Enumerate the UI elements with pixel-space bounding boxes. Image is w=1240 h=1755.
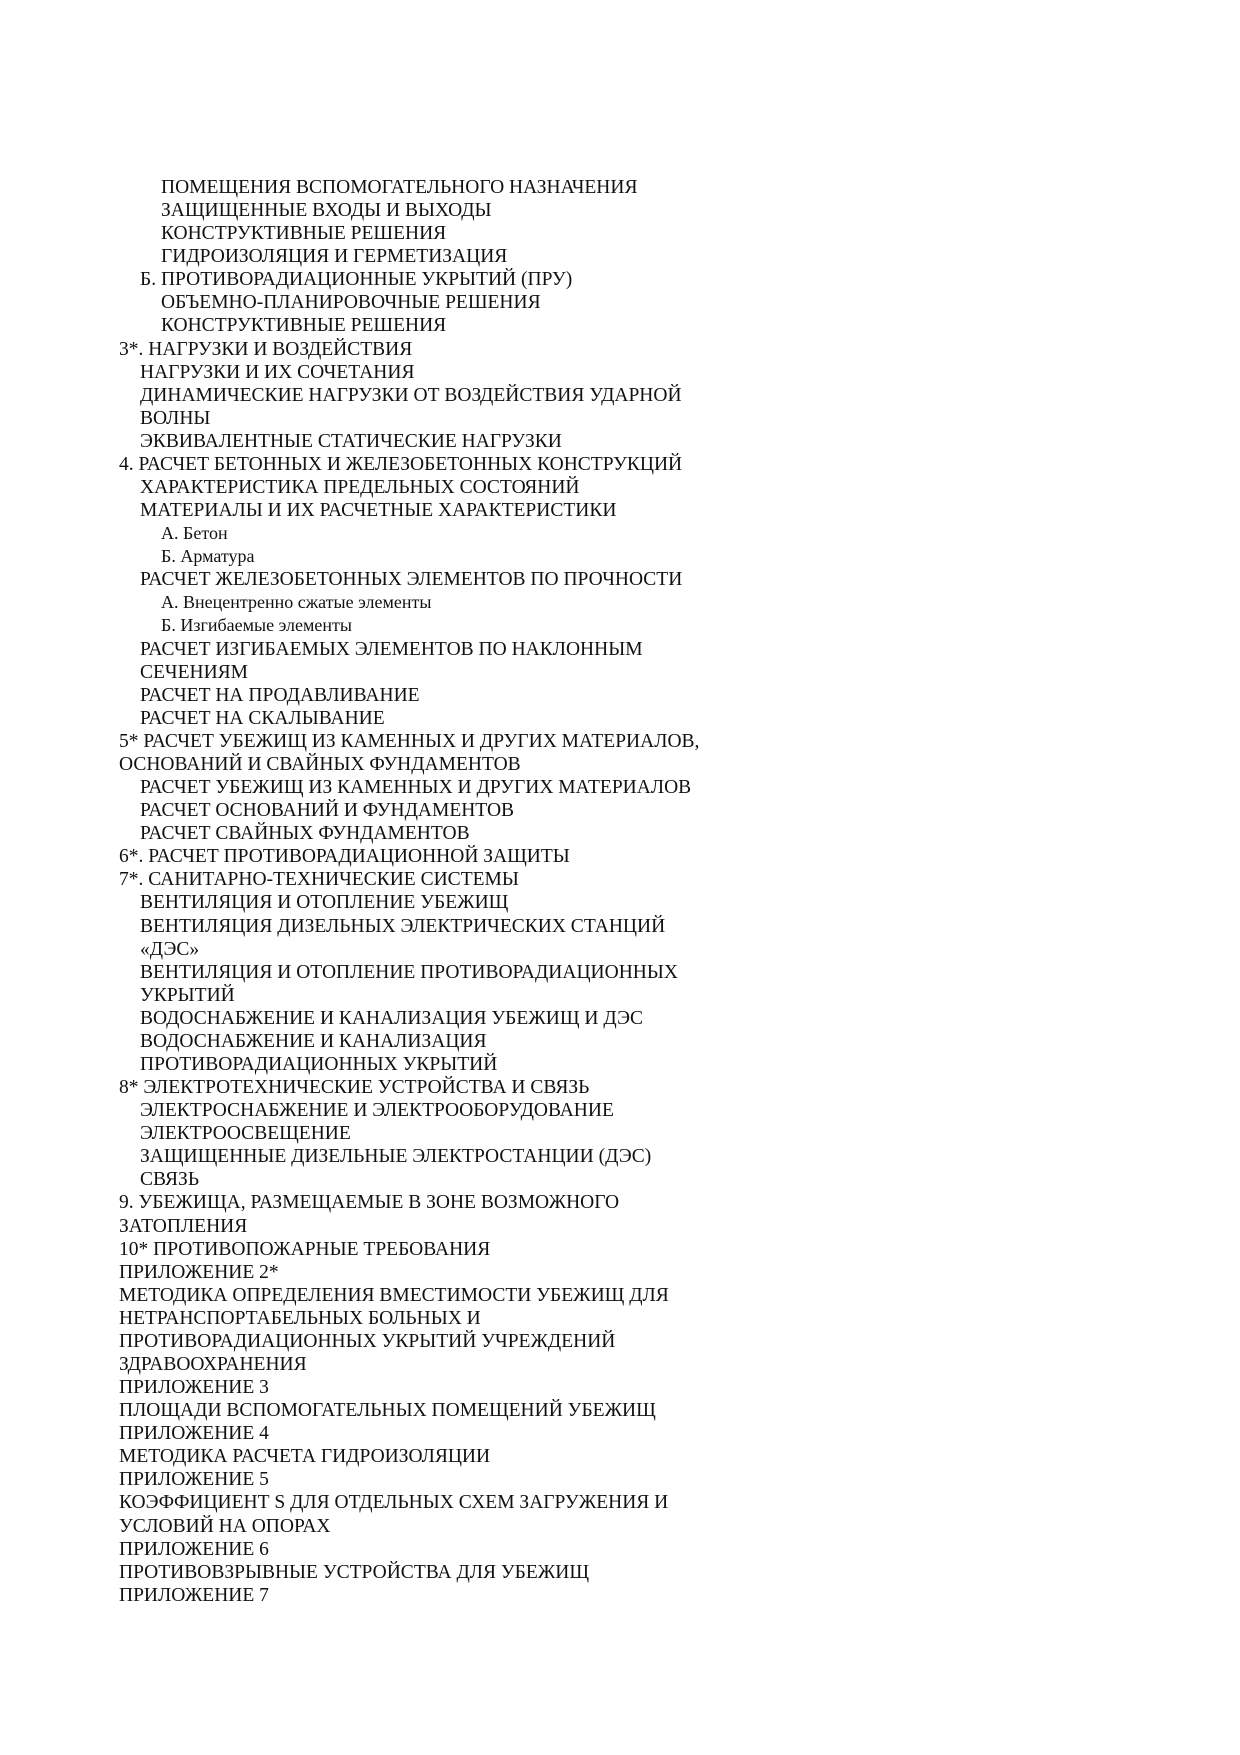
toc-entry: ВЕНТИЛЯЦИЯ ДИЗЕЛЬНЫХ ЭЛЕКТРИЧЕСКИХ СТАНЦИЙ [140,915,666,937]
toc-entry: РАСЧЕТ ОСНОВАНИЙ И ФУНДАМЕНТОВ [140,800,515,822]
toc-entry: ОБЪЕМНО-ПЛАНИРОВОЧНЫЕ РЕШЕНИЯ [161,292,541,314]
toc-entry: ПОМЕЩЕНИЯ ВСПОМОГАТЕЛЬНОГО НАЗНАЧЕНИЯ [161,177,638,198]
toc-entry: ВОДОСНАБЖЕНИЕ И КАНАЛИЗАЦИЯ [140,1030,487,1052]
toc-entry: РАСЧЕТ СВАЙНЫХ ФУНДАМЕНТОВ [140,823,470,845]
toc-entry: ПЛОЩАДИ ВСПОМОГАТЕЛЬНЫХ ПОМЕЩЕНИЙ УБЕЖИЩ [119,1400,656,1422]
toc-entry: УКРЫТИЙ [140,984,235,1006]
toc-entry: ВЕНТИЛЯЦИЯ И ОТОПЛЕНИЕ ПРОТИВОРАДИАЦИОННЫХ [140,961,678,983]
toc-entry: «ДЭС» [140,938,200,960]
toc-entry: ВЕНТИЛЯЦИЯ И ОТОПЛЕНИЕ УБЕЖИЩ [140,892,509,914]
toc-entry: КОНСТРУКТИВНЫЕ РЕШЕНИЯ [161,315,447,337]
toc-entry: А. Бетон [161,523,228,544]
toc-entry: ПРИЛОЖЕНИЕ 2* [119,1261,279,1283]
toc-entry: ЗДРАВООХРАНЕНИЯ [119,1353,307,1375]
toc-entry: Б. ПРОТИВОРАДИАЦИОННЫЕ УКРЫТИЙ (ПРУ) [140,269,573,291]
toc-entry: 5* РАСЧЕТ УБЕЖИЩ ИЗ КАМЕННЫХ И ДРУГИХ МАТЕРИАЛОВ, [119,730,700,752]
toc-entry: ПРИЛОЖЕНИЕ 7 [119,1584,269,1606]
toc-entry: ЗАЩИЩЕННЫЕ ДИЗЕЛЬНЫЕ ЭЛЕКТРОСТАНЦИИ (ДЭС) [140,1146,652,1168]
toc-entry: Б. Изгибаемые элементы [161,615,352,636]
toc-entry: ВОЛНЫ [140,407,211,429]
toc-entry: РАСЧЕТ НА ПРОДАВЛИВАНИЕ [140,684,420,706]
toc-entry: ВОДОСНАБЖЕНИЕ И КАНАЛИЗАЦИЯ УБЕЖИЩ И ДЭС [140,1007,644,1029]
toc-entry: НЕТРАНСПОРТАБЕЛЬНЫХ БОЛЬНЫХ И [119,1307,481,1329]
toc-entry: РАСЧЕТ ИЗГИБАЕМЫХ ЭЛЕМЕНТОВ ПО НАКЛОННЫМ [140,638,643,660]
toc-entry: Б. Арматура [161,546,255,567]
toc-entry: 9. УБЕЖИЩА, РАЗМЕЩАЕМЫЕ В ЗОНЕ ВОЗМОЖНОГО [119,1192,620,1214]
toc-entry: ЭКВИВАЛЕНТНЫЕ СТАТИЧЕСКИЕ НАГРУЗКИ [140,430,562,452]
toc-entry: 8* ЭЛЕКТРОТЕХНИЧЕСКИЕ УСТРОЙСТВА И СВЯЗЬ [119,1077,590,1099]
toc-entry: 3*. НАГРУЗКИ И ВОЗДЕЙСТВИЯ [119,338,413,360]
toc-entry: ГИДРОИЗОЛЯЦИЯ И ГЕРМЕТИЗАЦИЯ [161,246,508,268]
toc-entry: КОНСТРУКТИВНЫЕ РЕШЕНИЯ [161,223,447,245]
toc-entry: 10* ПРОТИВОПОЖАРНЫЕ ТРЕБОВАНИЯ [119,1238,491,1260]
toc-entry: ПРОТИВОВЗРЫВНЫЕ УСТРОЙСТВА ДЛЯ УБЕЖИЩ [119,1561,590,1583]
toc-entry: ПРИЛОЖЕНИЕ 4 [119,1423,269,1445]
toc-entry: ПРОТИВОРАДИАЦИОННЫХ УКРЫТИЙ УЧРЕЖДЕНИЙ [119,1330,616,1352]
toc-entry: ХАРАКТЕРИСТИКА ПРЕДЕЛЬНЫХ СОСТОЯНИЙ [140,477,580,499]
table-of-contents [119,176,759,1607]
toc-entry: ЗАТОПЛЕНИЯ [119,1215,248,1237]
toc-entry: ДИНАМИЧЕСКИЕ НАГРУЗКИ ОТ ВОЗДЕЙСТВИЯ УДАРНОЙ [140,384,682,406]
toc-entry: РАСЧЕТ НА СКАЛЫВАНИЕ [140,707,385,729]
toc-entry: ЗАЩИЩЕННЫЕ ВХОДЫ И ВЫХОДЫ [161,200,492,222]
toc-entry: ПРИЛОЖЕНИЕ 3 [119,1377,269,1399]
toc-entry: ПРИЛОЖЕНИЕ 6 [119,1538,269,1560]
toc-entry: ЭЛЕКТРОСНАБЖЕНИЕ И ЭЛЕКТРООБОРУДОВАНИЕ [140,1100,614,1122]
toc-entry: МЕТОДИКА РАСЧЕТА ГИДРОИЗОЛЯЦИИ [119,1446,491,1468]
toc-entry: ОСНОВАНИЙ И СВАЙНЫХ ФУНДАМЕНТОВ [119,753,521,775]
toc-entry: КОЭФФИЦИЕНТ S ДЛЯ ОТДЕЛЬНЫХ СХЕМ ЗАГРУЖЕНИЯ И [119,1492,669,1514]
toc-entry: РАСЧЕТ ЖЕЛЕЗОБЕТОННЫХ ЭЛЕМЕНТОВ ПО ПРОЧНОСТИ [140,569,683,591]
toc-entry: НАГРУЗКИ И ИХ СОЧЕТАНИЯ [140,361,415,383]
toc-entry: СЕЧЕНИЯМ [140,661,249,683]
toc-entry: 6*. РАСЧЕТ ПРОТИВОРАДИАЦИОННОЙ ЗАЩИТЫ [119,846,570,868]
toc-entry: ЭЛЕКТРООСВЕЩЕНИЕ [140,1123,351,1145]
toc-entry: А. Внецентренно сжатые элементы [161,592,432,613]
toc-entry: СВЯЗЬ [140,1169,200,1191]
toc-entry: УСЛОВИЙ НА ОПОРАХ [119,1515,331,1537]
toc-entry: МАТЕРИАЛЫ И ИХ РАСЧЕТНЫЕ ХАРАКТЕРИСТИКИ [140,500,617,522]
toc-entry: МЕТОДИКА ОПРЕДЕЛЕНИЯ ВМЕСТИМОСТИ УБЕЖИЩ ДЛЯ [119,1284,669,1306]
toc-entry: РАСЧЕТ УБЕЖИЩ ИЗ КАМЕННЫХ И ДРУГИХ МАТЕРИАЛОВ [140,777,692,799]
toc-entry: 4. РАСЧЕТ БЕТОННЫХ И ЖЕЛЕЗОБЕТОННЫХ КОНСТРУКЦИЙ [119,453,683,475]
toc-entry: ПРОТИВОРАДИАЦИОННЫХ УКРЫТИЙ [140,1053,498,1075]
toc-entry: 7*. САНИТАРНО-ТЕХНИЧЕСКИЕ СИСТЕМЫ [119,869,519,891]
toc-entry: ПРИЛОЖЕНИЕ 5 [119,1469,269,1491]
